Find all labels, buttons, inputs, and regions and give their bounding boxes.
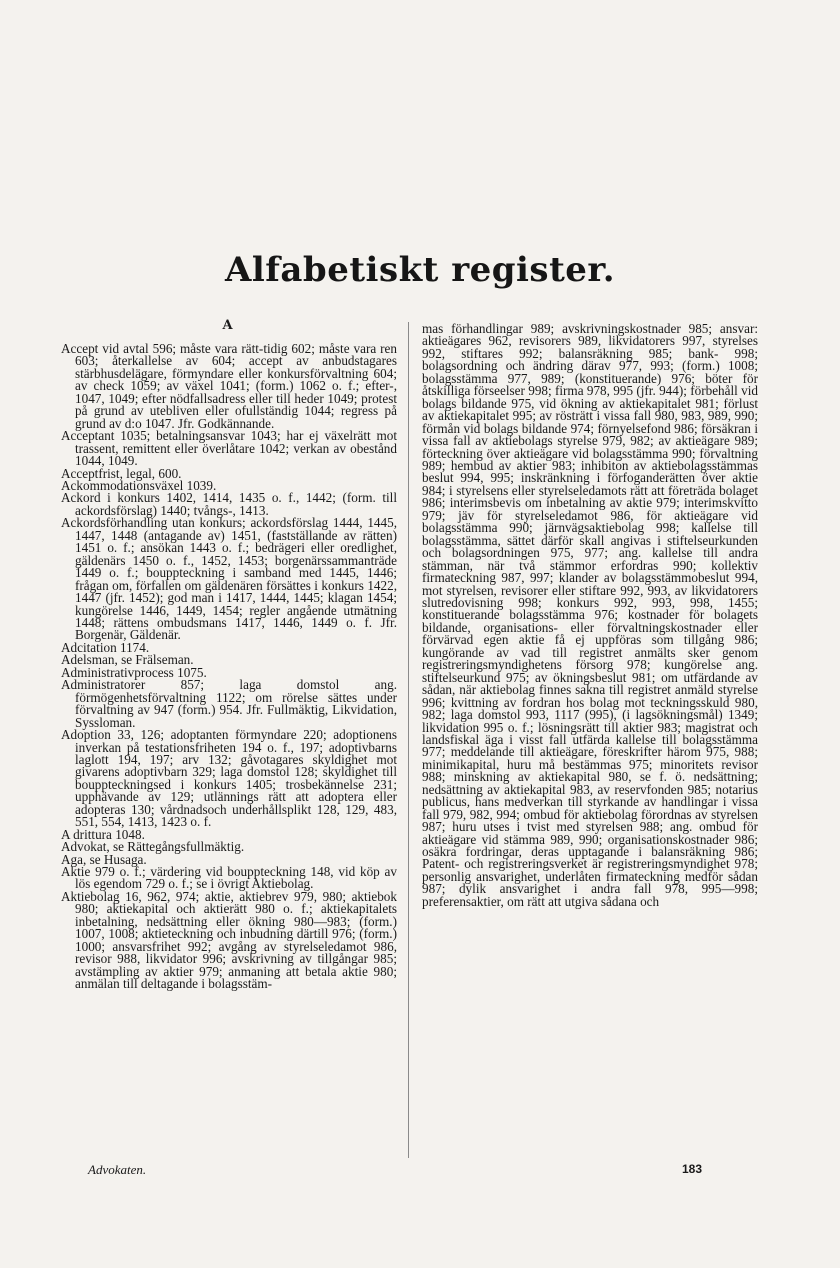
index-entry: Aga, se Husaga. bbox=[61, 851, 147, 867]
index-entry: Acceptfrist, legal, 600. bbox=[61, 465, 182, 481]
index-entry: Ackommodationsväxel 1039. bbox=[61, 477, 217, 493]
right-column bbox=[422, 323, 758, 908]
index-entry-continuation: mas förhandlingar 989; avskrivningskostnader 985; ansvar: aktieägares 962, revisorers 989, likvidatorers 997, styrelses 992, stiftares 992; balansräkning 985; bank- 998; bolagsordning och ändring därav 977, 993; (form.) 1008; bolagsstämma 977, 989; (konstituerande) 976; böter för åtskilliga förseelser 998; firma 978, 995 (jfr. 944); förbehåll vid bolags bildande 975, vid ökning av aktiekapitalet 981; förlust av aktiekapitalet 995; av rösträtt i vissa fall 980, 983, 989, 990; förmån vid bolags bildande 974; förnyelsefond 986; försäkran i vissa fall av aktiebolags styrelse 979, 982; av aktieägare 989; förteckning över aktieägare vid bolagsstämma 990; förvaltning 989; hembud av aktier 983; inhibiton av aktiebolagsstämmas beslut 994, 995; inskränkning i förfoganderätten över aktie 984; i styrelsens eller styrelseledamots rätt att företräda bolaget 986; interimsbevis om inbetalning av aktie 979; interimskvitto 979; jäv för styrelseledamot 986, för aktieägare vid bolagsstämma 990; järnvägsaktiebolag 998; kallelse till bolagsstämma, sättet därför skall angivas i stiftelseurkunden och bolagsordningen 975, 977; ang. kallelse till andra stämman, när två stämmor erfordras 990; kollektiv firmateckning 987, 997; klander av bolagsstämmobeslut 994, mot styrelsen, revisorer eller stiftare 992, 993, av likvidatorers slutredovisning 998; konkurs 992, 993, 998, 1455; konstituerande bolagsstämma 976; kostnader för bolagets bildande, organisations- eller förvaltningskostnader eller förvärvad egen aktie få ej uppföras som tillgång 986; kungörande av vad till registret anmälts sker genom registreringsmyndighetens försorg 978; kungörelse ang. stiftelseurkund 975; av ökningsbeslut 981; om utfärdande av sådan, när aktiebolag finnes sakna till registret anmäld styrelse 996; kvittning av fordran hos bolag mot teckningsskuld 980, 982; laga domstol 993, 1117 (995), (i lagsökningsmål) 1349; likvidation 995 o. f.; lösningsrätt till aktier 983; magistrat och landsfiskal äga i visst fall utfärda kallelse till bolagsstämma 977; meddelande till aktieägare, föreskrifter härom 975, 988; minimikapital, huru må bestämmas 975; minoritets revisor 988; minskning av aktiekapital 980, se f. ö. nedsättning; nedsättning av aktiekapital 983, av reservfonden 985; notarius publicus, hans medverkan till styrkande av handlingar i vissa fall 979, 982, 994; ombud för aktiebolag förordnas av styrelsen 987; huru utses i tvist med styrelsen 988; ang. ombud för aktieägare vid stämma 989, 990; organisationskostnader 986; osäkra fordringar, deras upptagande i balansräkning 986; Patent- och registreringsverket är registreringsmyndighet 978; personlig ansvarighet, underlåten firmateckning medför sådan 987; dylik ansvarighet i andra fall 978, 995—998; preferensaktier, om rätt att utgiva sådana och bbox=[422, 321, 758, 909]
index-entry: Aktiebolag 16, 962, 974; aktie, aktiebrev 979, 980; aktiebok 980; aktiekapital och aktierätt 980 o. f.; aktiekapitalets inbetalning, nedsättning eller ökning 980—983; (form.) 1007, 1008; aktieteckning och inbudning därtill 976; (form.) 1000; ansvarsfrihet 992; avgång av styrelseledamot 986, revisor 988, likvidator 996; avskrivning av tillgångar 985; avstämpling av aktier 979; anmaning att betala aktie 980; anmälan till deltagande i bolagsstäm- bbox=[61, 888, 397, 992]
left-column bbox=[61, 343, 397, 991]
page-number: 183 bbox=[682, 1162, 703, 1176]
index-entry: Adoption 33, 126; adoptanten förmyndare 220; adoptionens inverkan på testationsfriheten 194 o. f., 197; adoptivbarns laglott 194, 197; arv 132; gåvotagares skyldighet mot givarens adoptivbarn 329; laga domstol 128; skyldighet till bouppteckningsed i konkurs 1405; trosbekännelse 231; upphävande av 129; utlännings rätt att adoptera eller adopteras 130; vårdnadsoch underhållsplikt 128, 129, 483, 551, 554, 1413, 1423 o. f. bbox=[61, 727, 397, 830]
index-entry: Accept vid avtal 596; måste vara rätt-tidig 602; måste vara ren 603; återkallelse av 604; accept av anbudstagares stärbhusdelägare, förmyndare eller konkursförvaltning 604; av check 1059; av växel 1041; (form.) 1062 o. f.; efter-, 1047, 1049; efter nödfallsadress eller till heder 1049; protest på grund av utebliven eller ofullständig 1044; regress på grund av d:o 1047. Jfr. Godkännande. bbox=[61, 341, 397, 431]
section-letter: A bbox=[222, 318, 233, 333]
index-entry: Advokat, se Rättegångsfullmäktig. bbox=[61, 839, 245, 855]
index-entry: Administratorer 857; laga domstol ang. förmögenhetsförvaltning 1122; om rörelse sättes under förvaltning av 947 (form.) 954. Jfr. Fullmäktig, Likvidation, Syssloman. bbox=[61, 677, 397, 730]
index-entry: Acceptant 1035; betalningsansvar 1043; har ej växelrätt mot trassent, remittent eller överlåtare 1042; verkan av obestånd 1044, 1049. bbox=[61, 428, 397, 469]
index-entry: Ackord i konkurs 1402, 1414, 1435 o. f., 1442; (form. till ackordsförslag) 1440; tvångs-, 1413. bbox=[61, 490, 397, 518]
footer-signature: Advokaten. bbox=[88, 1162, 147, 1177]
index-entry: A drittura 1048. bbox=[61, 826, 145, 842]
index-entry: Adcitation 1174. bbox=[61, 639, 150, 655]
index-entry: Administrativprocess 1075. bbox=[61, 664, 207, 680]
index-entry: Ackordsförhandling utan konkurs; ackordsförslag 1444, 1445, 1447, 1448 (antagande av) 1451, (fastställande av rätten) 1451 o. f.; ansökan 1443 o. f.; bedrägeri eller oredlighet, gäldenärs 1450 o. f., 1452, 1453; borgenärssammanträde 1449 o. f.; bouppteckning i samband med 1445, 1446; frågan om, förfallen om gäldenären försättes i konkurs 1422, 1447 (jfr. 1452); god man i 1417, 1444, 1445; klagan 1454; kungörelse 1446, 1449, 1454; regler angående utmätning 1448; rättens ombudsmans 1417, 1446, 1449 o. f. Jfr. Borgenär, Gäldenär. bbox=[61, 515, 397, 643]
page-title: Alfabetiskt register. bbox=[224, 250, 616, 290]
index-entry: Adelsman, se Frälseman. bbox=[61, 652, 194, 668]
column-divider bbox=[408, 322, 409, 1158]
index-entry: Aktie 979 o. f.; värdering vid bouppteckning 148, vid köp av lös egendom 729 o. f.; se i övrigt Aktiebolag. bbox=[61, 864, 397, 892]
